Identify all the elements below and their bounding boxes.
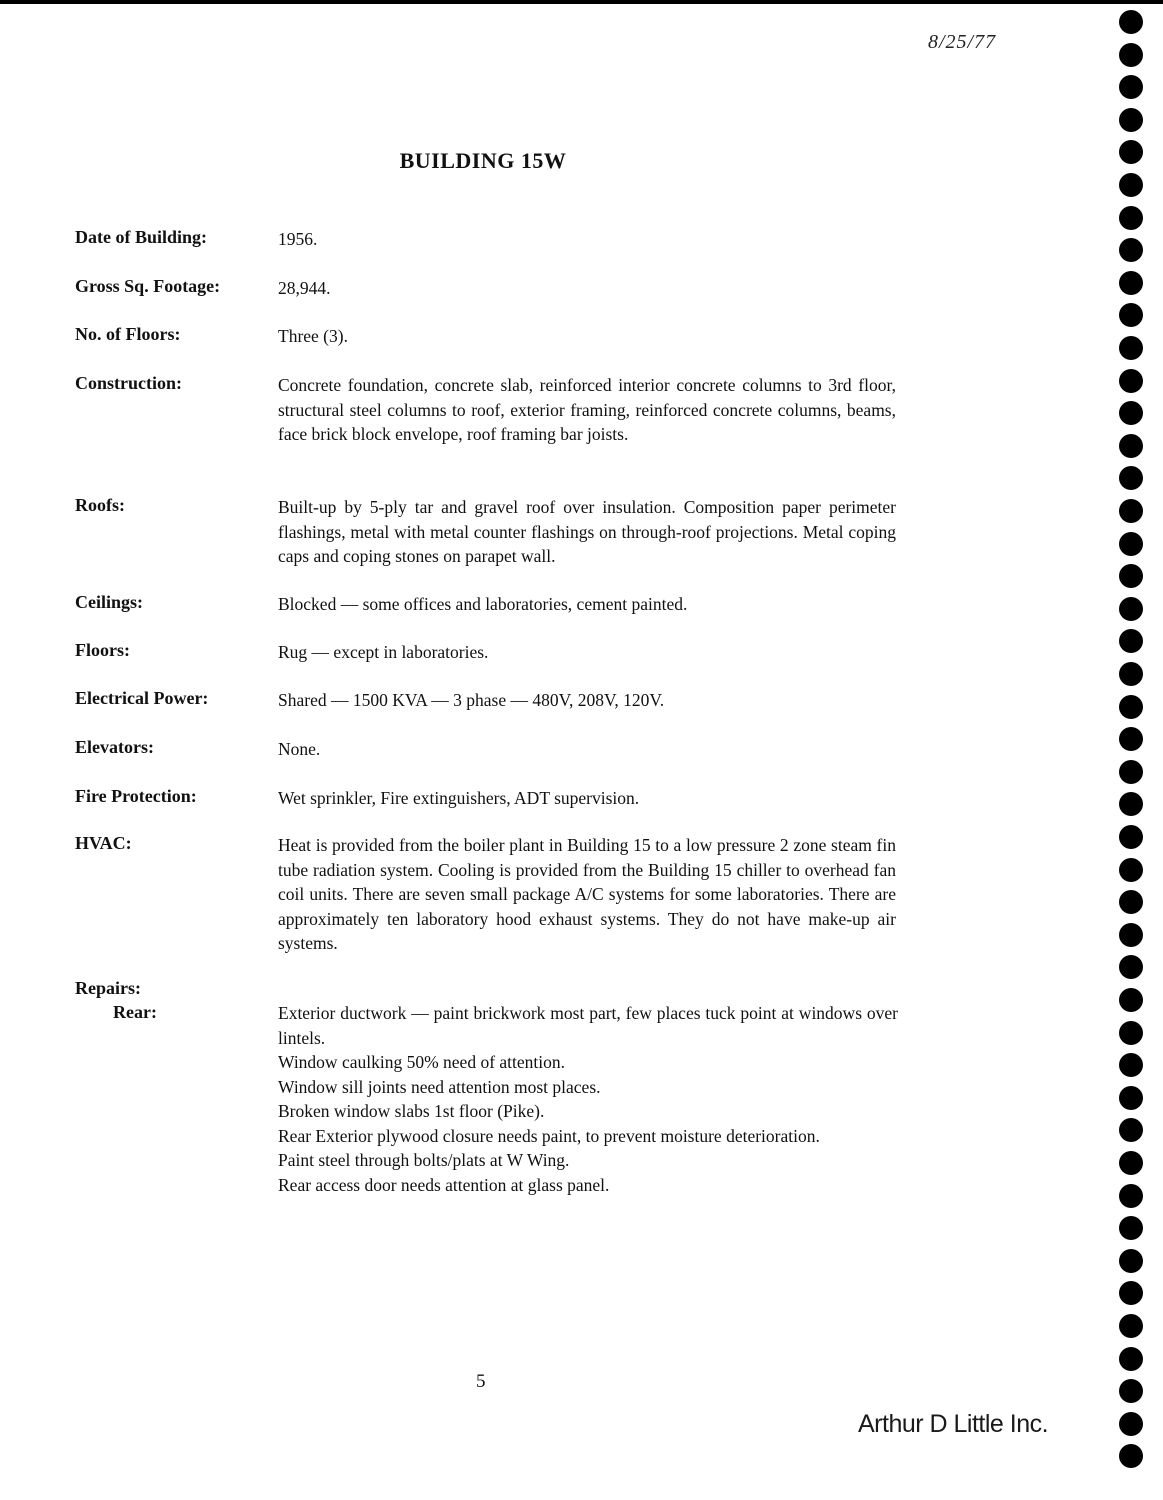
page-title: BUILDING 15W xyxy=(399,148,567,173)
repairs-sub-label: Rear: xyxy=(113,1002,157,1022)
binding-hole xyxy=(1119,108,1143,132)
binding-hole xyxy=(1119,75,1143,99)
binding-hole xyxy=(1119,1021,1143,1045)
binding-hole xyxy=(1119,890,1143,914)
repair-item: Rear access door needs attention at glass panel. xyxy=(278,1174,610,1195)
field-label: Elevators: xyxy=(75,737,154,757)
field-label: Gross Sq. Footage: xyxy=(75,276,221,296)
binding-hole xyxy=(1119,858,1143,882)
field-label: No. of Floors: xyxy=(75,324,181,344)
binding-hole xyxy=(1119,206,1143,230)
repair-list xyxy=(278,1001,898,1197)
field-label: Ceilings: xyxy=(75,592,144,612)
binding-hole xyxy=(1119,1379,1143,1403)
binding-hole xyxy=(1119,140,1143,164)
repair-item: Exterior ductwork — paint brickwork most part, few places tuck point at windows over lintels. xyxy=(278,1003,898,1048)
binding-hole xyxy=(1119,43,1143,67)
field-label: HVAC: xyxy=(75,833,132,853)
binding-hole xyxy=(1119,1249,1143,1273)
binding-hole xyxy=(1119,271,1143,295)
binding-hole xyxy=(1119,695,1143,719)
binding-hole xyxy=(1119,238,1143,262)
binding-hole xyxy=(1119,466,1143,490)
binding-hole xyxy=(1119,662,1143,686)
binding-hole xyxy=(1119,532,1143,556)
binding-hole xyxy=(1119,597,1143,621)
field-value: Blocked — some offices and laboratories, cement painted. xyxy=(278,594,688,614)
repair-item: Paint steel through bolts/plats at W Wing. xyxy=(278,1150,570,1170)
field-value: Rug — except in laboratories. xyxy=(278,642,489,662)
binding-hole xyxy=(1119,727,1143,751)
binding-hole xyxy=(1119,1444,1143,1468)
binding-hole xyxy=(1119,1347,1143,1371)
binding-hole xyxy=(1119,988,1143,1012)
binding-hole xyxy=(1119,336,1143,360)
field-label: Date of Building: xyxy=(75,227,208,247)
field-value: Concrete foundation, concrete slab, reinforced interior concrete columns to 3rd floor, structural steel columns to roof, exterior framing, reinforced concrete columns, beams, face brick block envelope, roof framing bar joists. xyxy=(278,375,896,444)
field-value: 1956. xyxy=(278,229,318,249)
binding-hole xyxy=(1119,1216,1143,1240)
binding-hole xyxy=(1119,1053,1143,1077)
binding-hole xyxy=(1119,792,1143,816)
binding-hole xyxy=(1119,825,1143,849)
binding-hole xyxy=(1119,173,1143,197)
field-label: Electrical Power: xyxy=(75,688,209,708)
binding-hole xyxy=(1119,564,1143,588)
field-label: Floors: xyxy=(75,640,130,660)
binding-hole xyxy=(1119,1086,1143,1110)
date-stamp: 8/25/77 xyxy=(928,31,997,53)
company-logo: Arthur D Little Inc. xyxy=(858,1410,1049,1438)
page-number: 5 xyxy=(476,1371,486,1392)
binding-hole xyxy=(1119,955,1143,979)
field-value: Built-up by 5-ply tar and gravel roof over insulation. Composition paper perimeter flashings, metal with metal counter flashings on through-roof projections. Metal coping caps and coping stones on parapet wall. xyxy=(278,497,896,566)
repair-item: Window caulking 50% need of attention. xyxy=(278,1052,565,1072)
field-value: Shared — 1500 KVA — 3 phase — 480V, 208V, 120V. xyxy=(278,690,665,710)
field-value: Wet sprinkler, Fire extinguishers, ADT supervision. xyxy=(278,788,640,808)
binding-hole xyxy=(1119,10,1143,34)
field-value: 28,944. xyxy=(278,278,331,298)
repair-item: Window sill joints need attention most places. xyxy=(278,1076,601,1097)
binding-hole xyxy=(1119,923,1143,947)
field-value: Three (3). xyxy=(278,326,348,346)
binding-hole xyxy=(1119,499,1143,523)
field-value: None. xyxy=(278,739,321,759)
repair-item: Broken window slabs 1st floor (Pike). xyxy=(278,1101,545,1121)
field-value: Heat is provided from the boiler plant in Building 15 to a low pressure 2 zone steam fin tube radiation system. Cooling is provided from the Building 15 chiller to overhead fan coil units. There are seven small package A/C systems for some laboratories. There are approximately ten laboratory hood exhaust systems. They do not have make-up air systems. xyxy=(278,835,896,953)
binding-hole xyxy=(1119,303,1143,327)
field-label: Fire Protection: xyxy=(75,786,197,806)
field-label: Construction: xyxy=(75,373,182,393)
binding-hole xyxy=(1119,1412,1143,1436)
binding-hole xyxy=(1119,401,1143,425)
repairs-label: Repairs: xyxy=(75,978,141,998)
binding-hole xyxy=(1119,1184,1143,1208)
page-top-border xyxy=(0,0,1163,4)
repair-item: Rear Exterior plywood closure needs paint, to prevent moisture deterioration. xyxy=(278,1125,820,1146)
binding-hole xyxy=(1119,1118,1143,1142)
binding-hole xyxy=(1119,629,1143,653)
binding-hole xyxy=(1119,1151,1143,1175)
binding-hole xyxy=(1119,1314,1143,1338)
binding-hole xyxy=(1119,369,1143,393)
binding-hole xyxy=(1119,760,1143,784)
field-label: Roofs: xyxy=(75,495,125,515)
binding-hole xyxy=(1119,434,1143,458)
binding-hole xyxy=(1119,1281,1143,1305)
